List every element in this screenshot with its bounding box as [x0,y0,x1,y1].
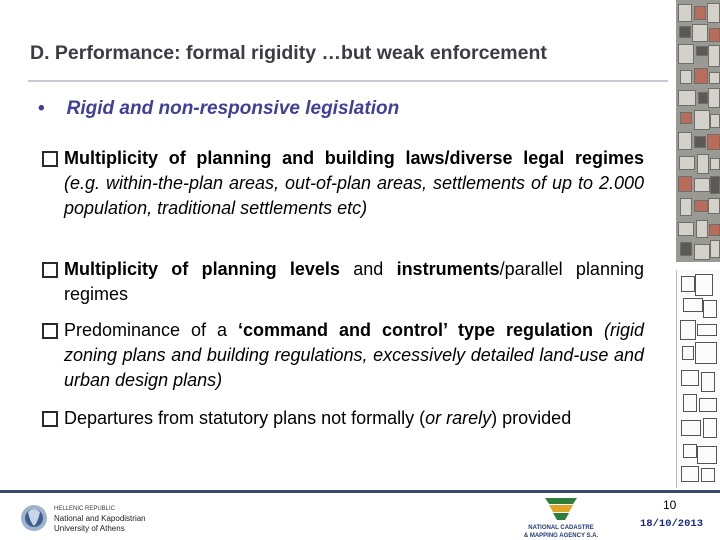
list-item-text [64,146,644,221]
list-item-segment: /parallel planning regimes [64,259,644,304]
cadastral-plan-image [676,270,720,488]
list-item-segment: type regulation [447,320,604,340]
list-item-segment: (rigid zoning plans and building regulations, excessively detailed land-use and urban design plans) [64,320,644,390]
list-item [42,406,644,431]
logo-line: & MAPPING AGENCY S.A. [523,533,599,539]
list-item-text [64,406,644,431]
university-logo [20,500,180,536]
logo-line: University of Athens [54,524,125,533]
list-item-segment: levels [289,259,340,279]
list-item-segment: instruments [396,259,500,279]
checkbox-bullet-icon [42,411,58,427]
subtitle-text: Rigid and non-responsive legislation [66,98,400,119]
list-item [42,318,644,393]
list-item-text [64,318,644,393]
list-item-segment: Predominance of a [64,320,239,340]
list-item-segment: Multiplicity of planning [64,259,290,279]
checkbox-bullet-icon [42,323,58,339]
athena-head-icon [21,505,47,531]
list-item-segment: ) provided [491,408,572,428]
cadastre-emblem-icon [545,498,577,520]
side-decoration [668,0,720,488]
checkbox-bullet-icon [42,151,58,167]
slide-title: D. Performance: formal rigidity …but weak enforcement [30,42,547,64]
list-item-segment: Departures from statutory plans not formally ( [64,408,426,428]
list-item-text [64,257,644,307]
page-number: 10 [663,498,677,512]
list-item-segment: ‘command and control’ [238,320,448,340]
title-divider [28,80,668,82]
aerial-photo-image [676,0,720,262]
checkbox-bullet-icon [42,262,58,278]
list-item-segment: and [339,259,397,279]
bullet-dot: • [38,98,45,119]
logo-line: NATIONAL CADASTRE [528,525,594,531]
footer-divider [0,490,720,493]
cadastre-logo [515,496,607,540]
logo-line: National and Kapodistrian [54,514,146,523]
list-item [42,146,644,221]
list-item-segment: (e.g. within-the-plan areas, out-of-plan areas, settlements of up to 2.000 population, traditional settlements etc) [64,173,644,218]
subtitle-bullet-line [38,98,399,120]
list-item [42,257,644,307]
list-item-segment: Multiplicity of planning and building laws/diverse legal regimes [64,148,644,168]
logo-line: HELLENIC REPUBLIC [54,506,116,512]
list-item-segment: or rarely [425,408,492,428]
slide-date: 18/10/2013 [640,518,704,530]
